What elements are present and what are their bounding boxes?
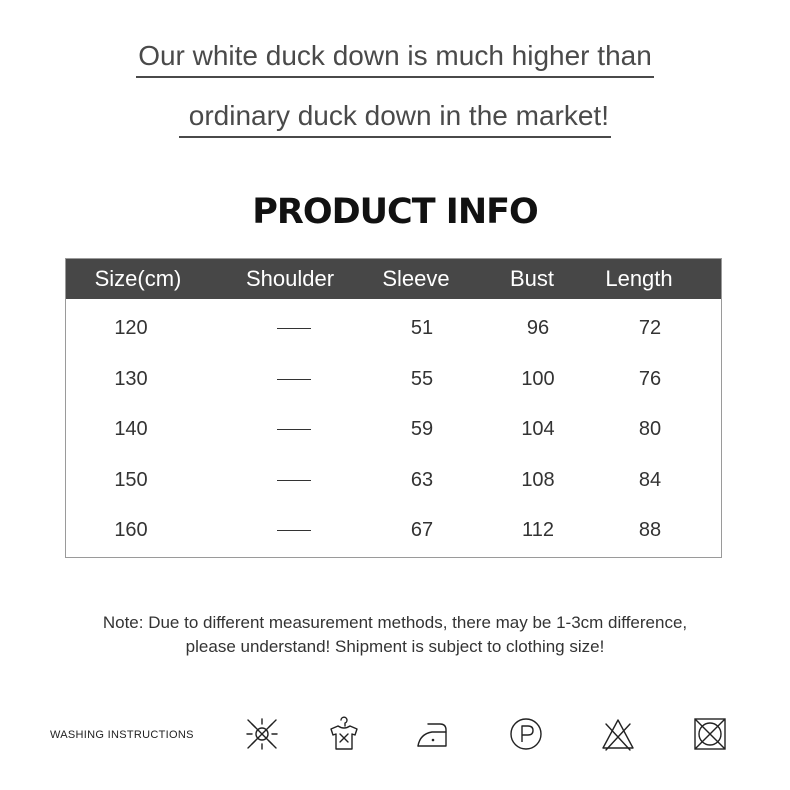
headline-line-2 xyxy=(0,98,790,138)
cell-size: 150 xyxy=(114,469,148,491)
cell-length: 76 xyxy=(638,368,662,390)
dry-clean-p-icon xyxy=(508,716,544,752)
table-row xyxy=(66,404,721,454)
table-body xyxy=(66,299,721,557)
table-row xyxy=(66,455,721,505)
header-size: Size(cm) xyxy=(94,266,182,291)
note-line-2: please understand! Shipment is subject to clothing size! xyxy=(185,637,605,656)
cell-length: 72 xyxy=(638,317,662,339)
cell-sleeve: 67 xyxy=(410,519,434,541)
cell-sleeve: 55 xyxy=(410,368,434,390)
no-tumble-dry-icon xyxy=(692,716,728,752)
table-row xyxy=(66,505,721,555)
cell-size: 140 xyxy=(114,418,148,440)
header-bust: Bust xyxy=(509,266,555,291)
table-header xyxy=(66,259,721,299)
cell-size: 130 xyxy=(114,368,148,390)
cell-size: 160 xyxy=(114,519,148,541)
headline-line-1-text: Our white duck down is much higher than xyxy=(136,38,654,78)
size-table xyxy=(65,258,722,558)
headline-line-2-text: ordinary duck down in the market! xyxy=(179,98,611,138)
cell-shoulder-dash xyxy=(277,530,311,531)
cell-length: 80 xyxy=(638,418,662,440)
cell-shoulder-dash xyxy=(277,328,311,329)
header-shoulder: Shoulder xyxy=(245,266,335,291)
hang-dry-icon xyxy=(326,716,362,752)
cell-sleeve: 51 xyxy=(410,317,434,339)
cell-bust: 100 xyxy=(521,368,555,390)
header-length: Length xyxy=(605,266,673,291)
no-bleach-icon xyxy=(600,716,636,752)
table-row xyxy=(66,354,721,404)
no-sun-dry-icon xyxy=(244,716,280,752)
cell-size: 120 xyxy=(114,317,148,339)
cell-sleeve: 59 xyxy=(410,418,434,440)
cell-shoulder-dash xyxy=(277,480,311,481)
washing-instructions-label: WASHING INSTRUCTIONS xyxy=(50,729,194,741)
cell-length: 84 xyxy=(638,469,662,491)
table-row xyxy=(66,303,721,353)
header-sleeve: Sleeve xyxy=(382,266,450,291)
cell-bust: 104 xyxy=(521,418,555,440)
cell-length: 88 xyxy=(638,519,662,541)
cell-shoulder-dash xyxy=(277,429,311,430)
note-line-1: Note: Due to different measurement methods, there may be 1-3cm difference, xyxy=(102,613,688,632)
iron-low-icon xyxy=(414,716,450,752)
cell-sleeve: 63 xyxy=(410,469,434,491)
cell-bust: 112 xyxy=(522,519,554,541)
cell-shoulder-dash xyxy=(277,379,311,380)
cell-bust: 96 xyxy=(526,317,550,339)
measurement-note xyxy=(0,611,790,659)
headline-line-1 xyxy=(0,38,790,78)
cell-bust: 108 xyxy=(521,469,555,491)
product-info-title: PRODUCT INFO xyxy=(252,192,538,232)
